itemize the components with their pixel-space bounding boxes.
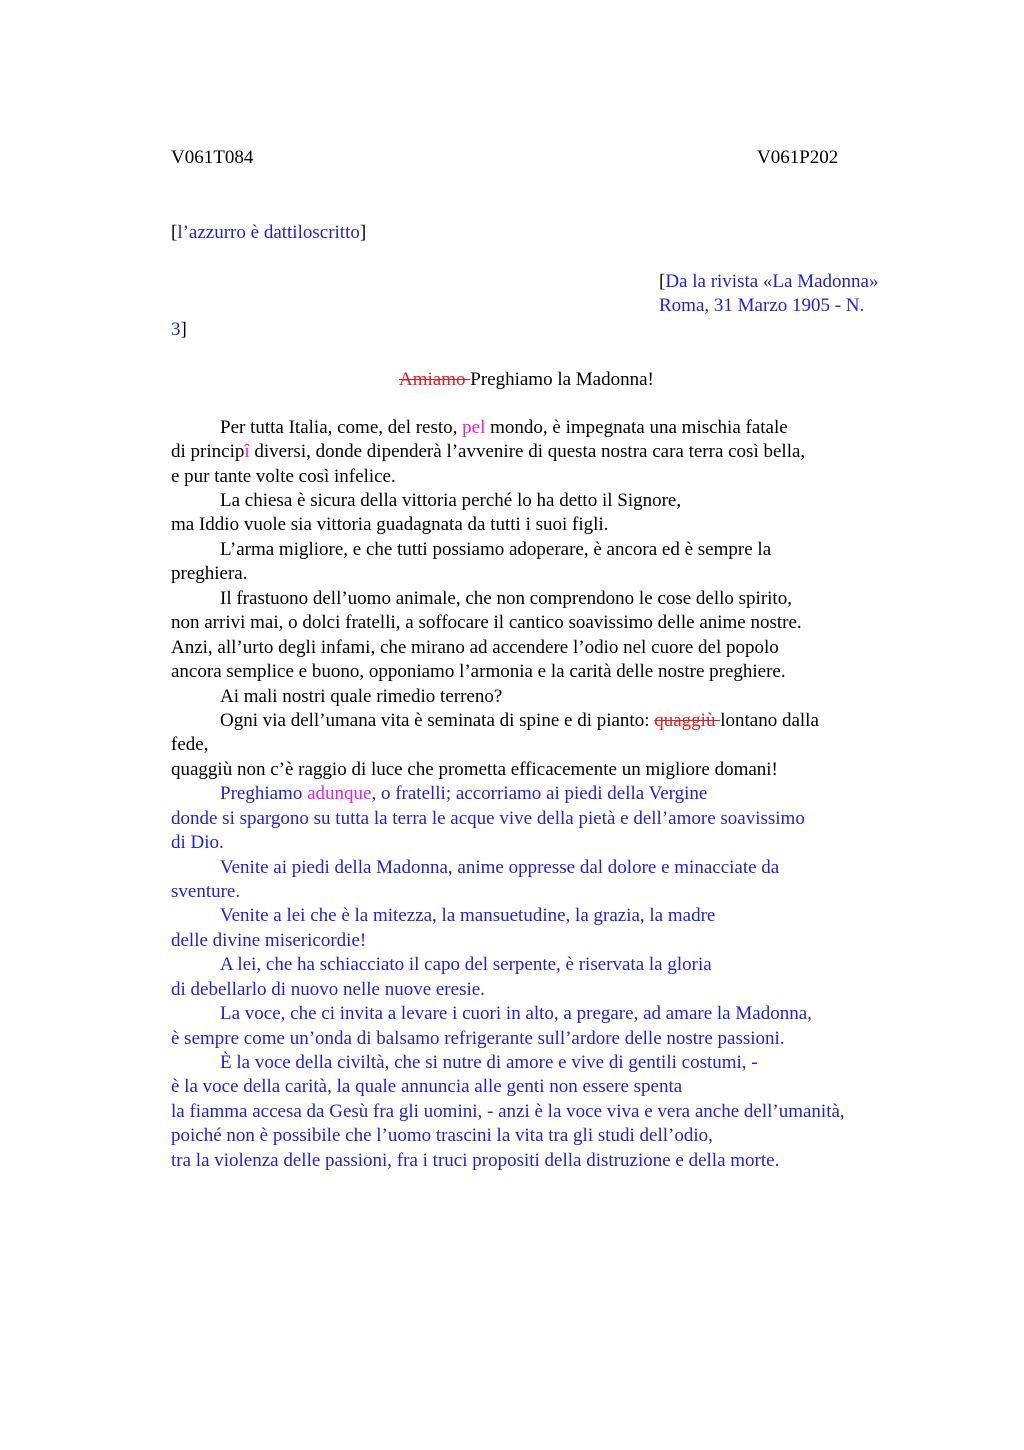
body-line	[220, 416, 788, 440]
body-line: ancora semplice e buono, opponiamo l’armonia e la carità delle nostre preghiere.	[171, 661, 786, 682]
text-run: lontano dalla	[720, 710, 819, 731]
text-run: , o fratelli; accorriamo ai piedi della Vergine	[371, 783, 708, 804]
body-line: ma Iddio vuole sia vittoria guadagnata da tutti i suoi figli.	[171, 514, 609, 535]
body-line: Venite ai piedi della Madonna, anime oppresse dal dolore e minacciate da	[220, 857, 780, 878]
note-text: l’azzurro è dattiloscritto	[177, 222, 360, 243]
body-line: sventure.	[171, 881, 241, 902]
note-close-bracket: ]	[359, 222, 367, 243]
source-line-1	[659, 270, 878, 294]
header-right-code: V061P202	[757, 147, 839, 168]
body-line: Ai mali nostri quale rimedio terreno?	[220, 686, 503, 707]
header-left-code: V061T084	[171, 147, 254, 168]
body-line: Il frastuono dell’uomo animale, che non comprendono le cose dello spirito,	[220, 588, 792, 609]
body-line	[220, 782, 707, 806]
body-line: L’arma migliore, e che tutti possiamo adoperare, è ancora ed è sempre la	[220, 539, 772, 560]
body-line: di debellarlo di nuovo nelle nuove eresie.	[171, 979, 485, 1000]
text-run: Ogni via dell’umana vita è seminata di spine e di pianto:	[220, 710, 655, 731]
body-line: La voce, che ci invita a levare i cuori in alto, a pregare, ad amare la Madonna,	[220, 1003, 812, 1024]
body-line: Anzi, all’urto degli infami, che mirano ad accendere l’odio nel cuore del popolo	[171, 637, 779, 658]
body-line: quaggiù non c’è raggio di luce che prometta efficacemente un migliore domani!	[171, 759, 778, 780]
source-open-bracket: [	[659, 271, 666, 292]
text-run: mondo, è impegnata una mischia fatale	[485, 417, 788, 438]
body-line: preghiera.	[171, 563, 248, 584]
body-line: non arrivi mai, o dolci fratelli, a soffocare il cantico soavissimo delle anime nostre.	[171, 612, 802, 633]
source-line-2: Roma, 31 Marzo 1905 - N.	[659, 295, 865, 316]
title-deleted-word: Amiamo	[399, 369, 471, 390]
emphasis-word: î	[244, 441, 250, 462]
body-line: È la voce della civiltà, che si nutre di amore e vive di gentili costumi, -	[220, 1052, 758, 1073]
source-issue-number: 3	[171, 319, 181, 340]
deleted-word: quaggiù	[654, 710, 721, 731]
text-run: Preghiamo	[220, 783, 308, 804]
body-line: Venite a lei che è la mitezza, la mansuetudine, la grazia, la madre	[220, 905, 716, 926]
source-close-bracket: ]	[180, 319, 187, 340]
source-line-3	[171, 318, 187, 342]
body-line: è la voce della carità, la quale annuncia alle genti non essere spenta	[171, 1076, 683, 1097]
body-line: poiché non è possibile che l’uomo trascini la vita tra gli studi dell’odio,	[171, 1125, 713, 1146]
typing-note	[171, 221, 366, 245]
text-run: di princip	[171, 441, 245, 462]
note-open-bracket: [	[171, 222, 178, 243]
body-line: la fiamma accesa da Gesù fra gli uomini, - anzi è la voce viva e vera anche dell’umanità,	[171, 1101, 845, 1122]
body-line	[220, 709, 819, 733]
body-line	[171, 440, 805, 464]
body-line: donde si spargono su tutta la terra le acque vive della pietà e dell’amore soavissimo	[171, 808, 805, 829]
source-text-1: Da la rivista «La Madonna»	[665, 271, 879, 292]
body-line: di Dio.	[171, 832, 224, 853]
emphasis-word: pel	[462, 417, 486, 438]
emphasis-word: adunque	[307, 783, 372, 804]
body-line: A lei, che ha schiacciato il capo del serpente, è riservata la gloria	[220, 954, 712, 975]
body-line: tra la violenza delle passioni, fra i truci propositi della distruzione e della morte.	[171, 1150, 780, 1171]
page-title	[399, 368, 654, 392]
title-text: Preghiamo la Madonna!	[470, 369, 654, 390]
body-line: fede,	[171, 734, 209, 755]
body-line: e pur tante volte così infelice.	[171, 466, 396, 487]
body-line: delle divine misericordie!	[171, 930, 367, 951]
body-line: è sempre come un’onda di balsamo refrigerante sull’ardore delle nostre passioni.	[171, 1028, 785, 1049]
text-run: diversi, donde dipenderà l’avvenire di questa nostra cara terra così bella,	[249, 441, 806, 462]
body-line: La chiesa è sicura della vittoria perché lo ha detto il Signore,	[220, 490, 682, 511]
text-run: Per tutta Italia, come, del resto,	[220, 417, 463, 438]
